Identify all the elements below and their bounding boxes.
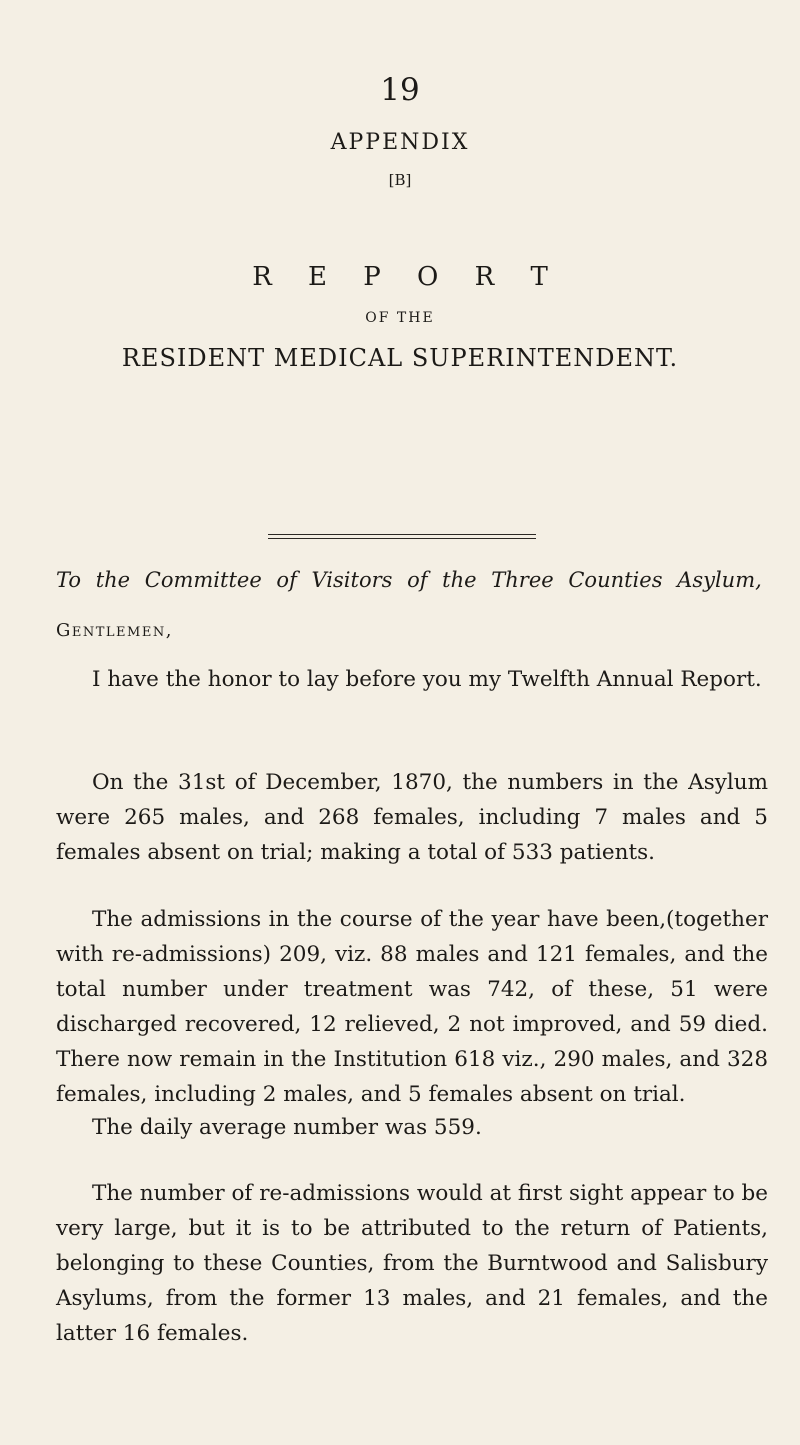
page-number: 19	[380, 72, 420, 108]
of-the-label: OF THE	[365, 310, 435, 326]
paragraph: The admissions in the course of the year have been,(together with re-admissions) 209, viz. 88 males and 121 females, and the total number under treatment was 742, of these, 51 were discharged recovered, 12 relieved, 2 not improved, and 59 died. There now remain in the Institution 618 viz., 290 males, and 328 females, including 2 males, and 5 females absent on trial.	[56, 907, 768, 1107]
divider-rule-bottom	[268, 538, 536, 539]
appendix-heading: APPENDIX	[330, 130, 470, 155]
paragraph: On the 31st of December, 1870, the numbers in the Asylum were 265 males, and 268 females, including 7 males and 5 females absent on trial; making a total of 533 patients.	[56, 770, 768, 865]
paragraph: The daily average number was 559.	[92, 1115, 482, 1140]
section-mark: [B]	[388, 171, 412, 189]
report-subtitle: RESIDENT MEDICAL SUPERINTENDENT.	[121, 344, 679, 372]
report-title: R E P O R T	[252, 262, 562, 292]
address-line: To the Committee of Visitors of the Three Counties Asylum,	[56, 568, 762, 592]
paragraph: The number of re-admissions would at first sight appear to be very large, but it is to be attributed to the return of Patients, belonging to these Counties, from the Burntwood and Salisbury Asylums, from the former 13 males, and 21 females, and the latter 16 females.	[56, 1181, 768, 1346]
divider-rule-top	[268, 534, 536, 535]
paragraph: I have the honor to lay before you my Twelfth Annual Report.	[92, 667, 762, 692]
salutation: Gentlemen,	[56, 620, 173, 641]
